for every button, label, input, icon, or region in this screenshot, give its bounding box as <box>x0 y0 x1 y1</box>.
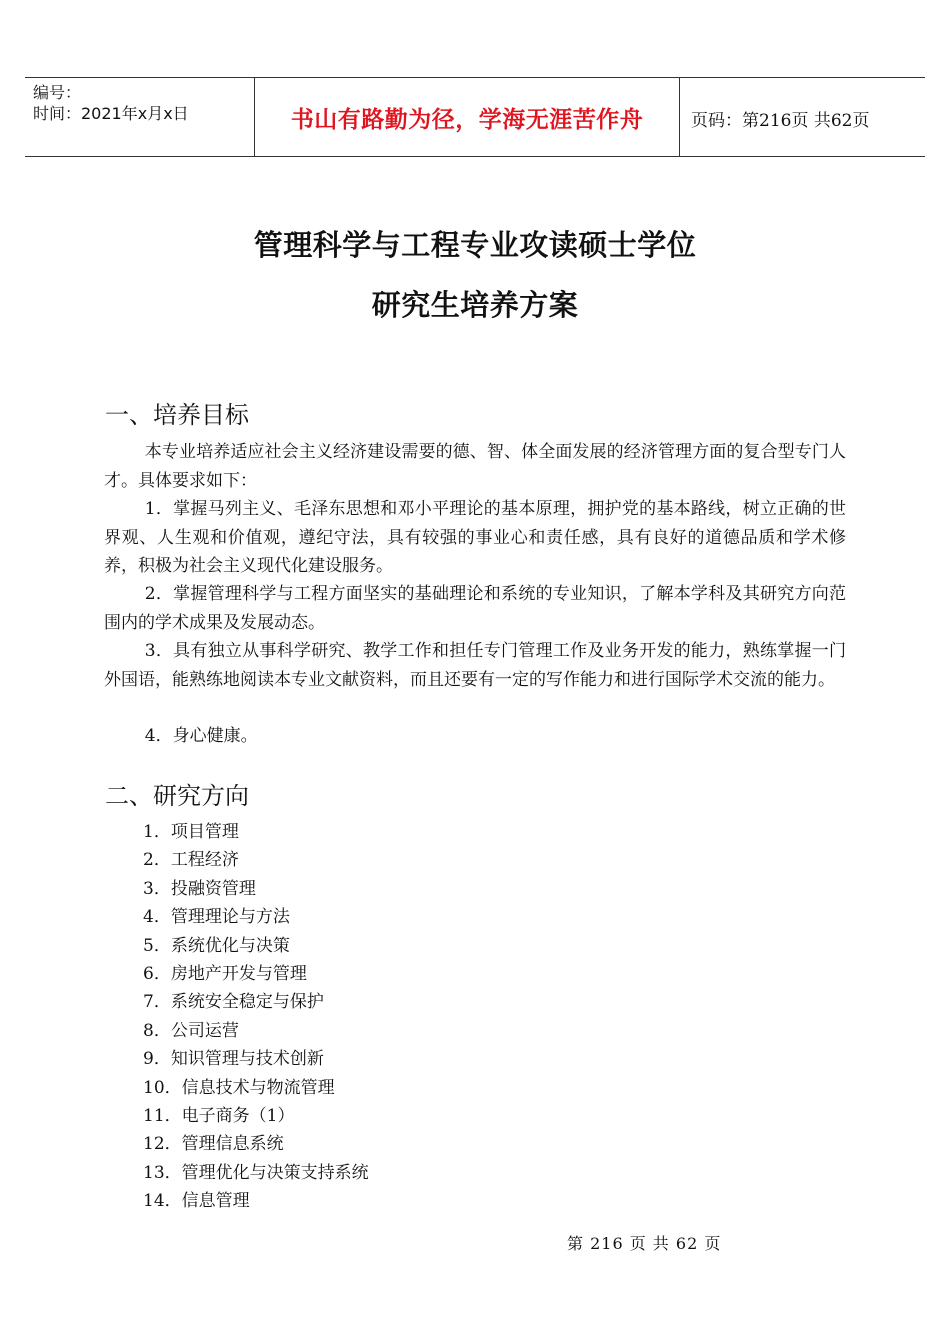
section-heading-research-directions: 二、研究方向 <box>105 782 249 810</box>
list-item: 13．管理优化与决策支持系统 <box>143 1162 369 1183</box>
list-item: 10．信息技术与物流管理 <box>143 1077 335 1098</box>
list-item: 1．项目管理 <box>143 822 239 842</box>
list-item: 14．信息管理 <box>143 1191 250 1212</box>
document-title-line2: 研究生培养方案 <box>371 288 579 322</box>
section-heading-objectives: 一、培养目标 <box>105 401 249 429</box>
header-meta <box>33 82 253 124</box>
list-item: 5．系统优化与决策 <box>143 935 290 956</box>
page-footer: 第 216 页 共 62 页 <box>567 1234 722 1253</box>
paragraph-requirement-2: 2．掌握管理科学与工程方面坚实的基础理论和系统的专业知识，了解本学科及其研究方向范围内的学术成果及发展动态。 <box>104 584 846 633</box>
header-page-info: 页码：第216页 共62页 <box>691 111 870 131</box>
list-item: 9．知识管理与技术创新 <box>143 1049 324 1070</box>
document-title-line1: 管理科学与工程专业攻读硕士学位 <box>253 228 697 262</box>
paragraph-intro: 本专业培养适应社会主义经济建设需要的德、智、体全面发展的经济管理方面的复合型专门人才。具体要求如下： <box>104 442 846 491</box>
header-divider <box>679 78 680 156</box>
document-time-label: 时间：2021年x月x日 <box>33 104 189 123</box>
paragraph-requirement-3: 3．具有独立从事科学研究、教学工作和担任专门管理工作及业务开发的能力，熟练掌握一门外国语，能熟练地阅读本专业文献资料，而且还要有一定的写作能力和进行国际学术交流的能力。 <box>104 641 846 690</box>
list-item: 6．房地产开发与管理 <box>143 964 307 985</box>
list-item: 7．系统安全稳定与保护 <box>143 992 324 1013</box>
list-item: 4．管理理论与方法 <box>143 907 290 928</box>
list-item: 2．工程经济 <box>143 850 239 871</box>
list-item: 8．公司运营 <box>143 1020 239 1041</box>
document-number-label: 编号： <box>33 83 82 102</box>
list-item: 11．电子商务（1） <box>143 1106 295 1127</box>
header-motto: 书山有路勤为径，学海无涯苦作舟 <box>290 106 644 133</box>
paragraph-requirement-4: 4．身心健康。 <box>144 726 258 746</box>
page-header <box>25 77 925 157</box>
paragraph-requirement-1: 1．掌握马列主义、毛泽东思想和邓小平理论的基本原理，拥护党的基本路线，树立正确的世界观、人生观和价值观，遵纪守法，具有较强的事业心和责任感，具有良好的道德品质和学术修养，积极为社会主义现代化建设服务。 <box>104 499 846 576</box>
list-item: 3．投融资管理 <box>143 878 256 899</box>
list-item: 12．管理信息系统 <box>143 1134 284 1155</box>
research-directions-list <box>143 818 369 1216</box>
